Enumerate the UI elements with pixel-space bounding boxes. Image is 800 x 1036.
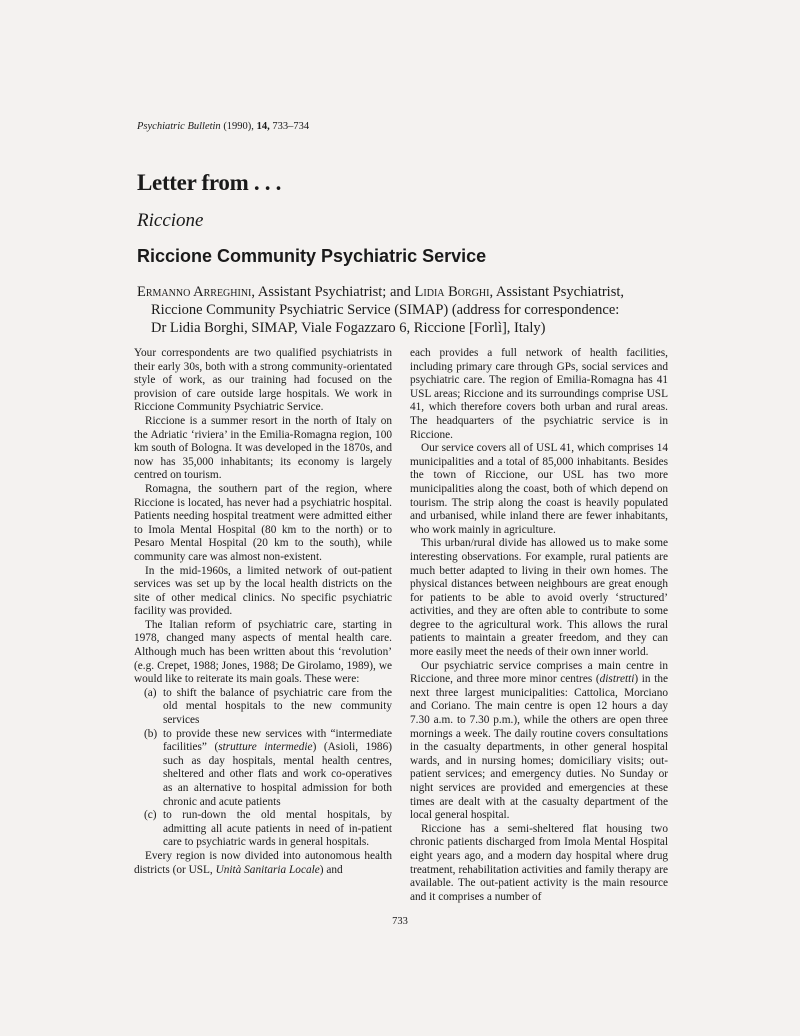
list-marker: (c) — [144, 809, 157, 822]
paragraph — [410, 660, 668, 823]
paragraph — [134, 850, 392, 877]
list-item — [134, 687, 392, 728]
list-item-text: to run-down the old mental hospitals, by admitting all acute patients in need of in-patient care to psychiatric wards in general hospitals. — [163, 809, 392, 849]
list-item-italic: strutture intermedie — [218, 741, 313, 754]
paragraph-text: ) in the next three largest municipalities: Cattolica, Morciano and Coriano. The main centre is open 12 hours a day 7.30 a.m. to 7.30 p.m.), while the others are open three mornings a week. The daily routine covers consultations in the casualty departments, in other general hospital wards, and in nursing homes; domiciliary visits; out-patient services; and emergency duties. No Sunday or night services are provided and emergencies at these times are dealt with at the casualty department of the local general hospital. — [410, 673, 668, 822]
affiliation: Riccione Community Psychiatric Service (SIMAP) (address for correspondence: — [151, 302, 620, 318]
paragraph-text: Every region is now divided into autonomous health districts (or USL, — [134, 849, 392, 876]
paragraph: Romagna, the southern part of the region, where Riccione is located, has never had a psychiatric hospital. Patients needing hospital treatment were admitted either to Imola Mental Hospital (80 km to the north) or to Pesaro Mental Hospital (20 km to the south), while community care was almost non-existent. — [134, 482, 392, 563]
left-column — [134, 347, 392, 877]
journal-year: (1990), — [223, 121, 254, 132]
goals-list — [134, 687, 392, 850]
paragraph: Your correspondents are two qualified psychiatrists in their early 30s, both with a strong community-orientated style of work, as our training had focused on the provision of care outside large hospitals. We work in Riccione Community Psychiatric Service. — [134, 347, 392, 414]
correspondence-address: Dr Lidia Borghi, SIMAP, Viale Fogazzaro 6, Riccione [Forlì], Italy) — [151, 320, 546, 336]
paragraph-text: Our psychiatric service comprises a main centre in Riccione, and three more minor centres ( — [410, 659, 668, 686]
paragraph-text: ) and — [319, 863, 343, 876]
article-title: Riccione Community Psychiatric Service — [137, 246, 487, 266]
list-item-text: to provide these new services with “intermediate facilities” ( — [163, 727, 392, 754]
section-title: Letter from . . . — [137, 170, 282, 195]
paragraph-italic: distretti — [599, 673, 635, 686]
author-block — [137, 283, 682, 337]
journal-volume: 14, — [256, 121, 270, 132]
paragraph-italic: Unità Sanitaria Locale — [215, 863, 320, 876]
paragraph: Riccione is a summer resort in the north of Italy on the Adriatic ‘riviera’ in the Emilia-Romagna region, 100 km south of Bologna. It was developed in the 1870s, and now has 35,000 inhabitants; its economy is largely centred on tourism. — [134, 414, 392, 482]
place-heading: Riccione — [137, 210, 204, 231]
page-number: 733 — [392, 916, 408, 927]
paragraph: The Italian reform of psychiatric care, starting in 1978, changed many aspects of mental health care. Although much has been written about this ‘revolution’ (e.g. Crepet, 1988; Jones, 1988; De Girolamo, 1989), we would like to reiterate its main goals. These were: — [134, 618, 392, 686]
right-column — [410, 347, 668, 904]
paragraph: In the mid-1960s, a limited network of out-patient services was set up by the local health districts on the site of other medical clinics. No specific psychiatric facility was provided. — [134, 564, 392, 618]
author1-role: Assistant Psychiatrist; and — [257, 284, 411, 300]
paragraph: each provides a full network of health facilities, including primary care through GPs, social services and psychiatric care. The region of Emilia-Romagna has 41 USL areas; Riccione and its surroundings comprise USL 41, which therefore covers both urban and rural areas. The headquarters of the psychiatric service is in Riccione. — [410, 347, 668, 441]
list-marker: (a) — [144, 686, 157, 699]
author1-name: Ermanno Arreghini, — [137, 284, 256, 300]
list-item-text: ) (Asioli, 1986) such as day hospitals, mental health centres, sheltered and other flats and work co-operatives as an alternative to hospital admission for both chronic and acute patients — [163, 741, 392, 808]
journal-name: Psychiatric Bulletin — [137, 121, 221, 132]
list-item — [134, 809, 392, 850]
list-item-text: to shift the balance of psychiatric care from the old mental hospitals to the new community services — [163, 686, 392, 727]
paragraph: Our service covers all of USL 41, which comprises 14 municipalities and a total of 85,000 inhabitants. Besides the town of Riccione, our USL has two more municipalities along the coast, both of which depend on tourism. The strip along the coast is heavily populated and urbanised, while inland there are fewer inhabitants, who work mainly in agriculture. — [410, 442, 668, 536]
author2-role: Assistant Psychiatrist, — [495, 284, 625, 300]
journal-pages: 733–734 — [272, 121, 310, 132]
author-line — [137, 283, 682, 301]
author2-name: Lidia Borghi, — [414, 284, 494, 300]
list-marker: (b) — [144, 727, 158, 740]
paragraph: This urban/rural divide has allowed us to make some interesting observations. For example, rural patients are much better adapted to living in their own homes. The physical distances between neighbours are great enough for patients to be able to avoid overly ‘structured’ activities, and they are often able to contribute to some degree to the agricultural work. This allows the rural patients to maintain a greater freedom, and they can more easily meet the needs of their own inner world. — [410, 537, 668, 659]
running-head — [137, 121, 309, 133]
paragraph: Riccione has a semi-sheltered flat housing two chronic patients discharged from Imola Mental Hospital eight years ago, and a modern day hospital where drug treatment, rehabilitation activities and family therapy are available. The out-patient activity is the main resource and it comprises a number of — [410, 822, 668, 903]
list-item — [134, 728, 392, 810]
